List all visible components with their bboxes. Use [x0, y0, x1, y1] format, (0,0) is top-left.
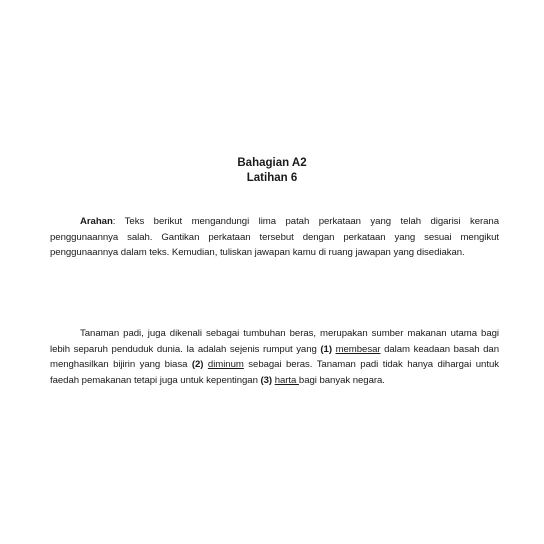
section-title: Bahagian A2 — [237, 157, 307, 169]
passage-text-3: sebagai beras. Tanaman padi tidak hanya dihargai untuk faedah pemakanan tetapi juga untuk kepentingan — [50, 359, 499, 386]
passage-paragraph — [50, 326, 499, 388]
instructions-paragraph — [50, 214, 499, 261]
underlined-word-2: diminum — [207, 359, 244, 370]
instructions-text: Teks berikut mengandungi lima patah perkataan yang telah digarisi kerana penggunaannya salah. Gantikan perkataan tersebut dengan perkataan yang sesuai mengikut penggunaannya dalam teks. Kemudian, tuliskan jawapan kamu di ruang jawapan yang disediakan. — [50, 216, 499, 258]
question-marker-1: (1) — [320, 343, 332, 355]
passage-text-1: Tanaman padi, juga dikenali sebagai tumbuhan beras, merupakan sumber makanan utama bagi lebih separuh penduduk dunia. Ia adalah sejenis rumput yang — [50, 328, 499, 355]
question-marker-2: (2) — [191, 359, 204, 370]
question-marker-3: (3) — [260, 374, 273, 386]
exercise-title: Latihan 6 — [246, 172, 298, 184]
passage-text-2: dalam keadaan basah dan menghasilkan bijirin yang biasa — [50, 343, 499, 370]
instructions-label: Arahan — [80, 216, 113, 227]
underlined-word-3: harta — [274, 374, 299, 386]
underlined-word-1: membesar — [335, 343, 381, 355]
instructions-colon: : — [112, 216, 116, 227]
passage-text-4: bagi banyak negara. — [298, 374, 385, 386]
